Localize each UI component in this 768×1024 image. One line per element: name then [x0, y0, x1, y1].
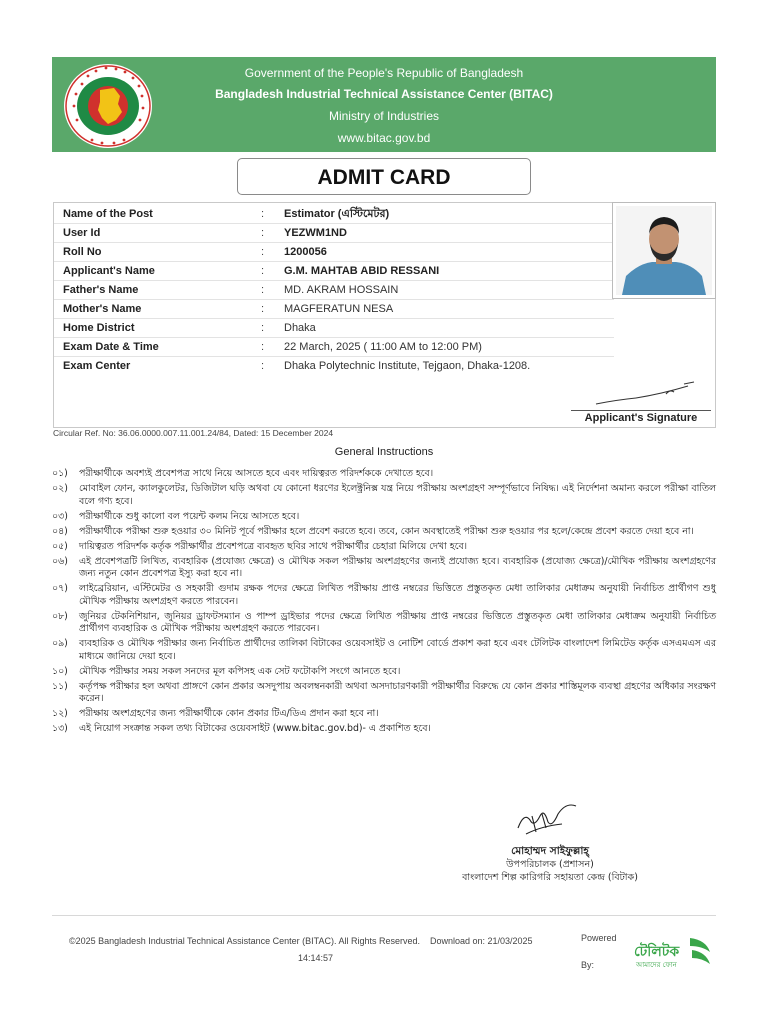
item-text: জুনিয়র টেকনিশিয়ান, জুনিয়র ড্রাফটসম্যান ও পাম্প ড্রাইভার পদের ক্ষেত্রে লিখিত পরীক্ষায় প্রাপ্ত নম্বরের ভিত্তিতে প্রস্তুতকৃত মেধা তালিকার মেধাক্রম অনুযায়ী নির্বাচিত প্রার্থীগণ ব্যবহারিক ও মৌখিক পরীক্ষায় অংশগ্রহণ করতে পারবেন।: [79, 610, 716, 634]
info-label: Home District: [63, 322, 135, 334]
item-text: মৌখিক পরীক্ষার সময় সকল সনদের মূল কপিসহ এক সেট ফটোকপি সংগে আনতে হবে।: [79, 665, 401, 677]
list-item: [52, 638, 716, 663]
officer-organization: বাংলাদেশ শিল্প কারিগরি সহায়তা কেন্দ্র (বিটাক): [462, 872, 638, 883]
instructions-list: [52, 468, 716, 738]
info-value: Dhaka Polytechnic Institute, Tejgaon, Dhaka-1208.: [284, 360, 531, 372]
info-label: Exam Date & Time: [63, 341, 159, 353]
info-row-roll-no: [54, 243, 614, 262]
info-value: 1200056: [284, 246, 327, 258]
info-value: MD. AKRAM HOSSAIN: [284, 284, 399, 296]
item-text: এই প্রবেশপত্রটি লিখিত, ব্যবহারিক (প্রযোজ্য ক্ষেত্রে) ও মৌখিক সকল পরীক্ষায় অংশগ্রহণের জন্যই প্রযোজ্য হবে। ব্যবহারিক (প্রযোজ্য ক্ষেত্রে)/মৌখিক পরীক্ষায় অংশগ্রহণের জন্য নতুন কোন প্রবেশপত্র ইস্যু করা হবে না।: [79, 555, 716, 579]
item-number: ০৫): [52, 540, 68, 552]
info-value: Estimator (এস্টিমেটর): [284, 208, 390, 220]
info-colon: :: [261, 246, 265, 258]
list-item: [52, 511, 716, 524]
footer-divider: [52, 915, 716, 916]
list-item: [52, 681, 716, 706]
teletalk-logo-tagline: আমাদের ফোন: [636, 961, 677, 969]
item-number: ০২): [52, 483, 68, 494]
info-row-exam-center: [54, 357, 614, 376]
info-value: Dhaka: [284, 322, 316, 334]
info-value: 22 March, 2025 ( 11:00 AM to 12:00 PM): [284, 341, 482, 353]
info-colon: :: [261, 341, 265, 353]
info-label: Exam Center: [63, 360, 131, 372]
officer-signature-image: [512, 798, 582, 838]
info-label: Roll No: [63, 246, 102, 258]
item-number: ০৪): [52, 525, 68, 537]
footer-powered: Powered: [581, 933, 617, 943]
info-row-post: [54, 205, 614, 224]
info-label: User Id: [63, 227, 101, 239]
item-text: পরীক্ষার্থীকে শুধু কালো বল পয়েন্ট কলম নিয়ে আসতে হবে।: [79, 510, 300, 522]
item-text: পরীক্ষার্থীকে অবশ্যই প্রবেশপত্র সাথে নিয়ে আসতে হবে এবং দায়িত্বরত পরিদর্শককে দেখাতে হবে।: [79, 468, 434, 479]
info-row-applicant-name: [54, 262, 614, 281]
item-number: ১১): [52, 680, 68, 692]
item-number: ০৯): [52, 638, 68, 649]
info-row-mother-name: [54, 300, 614, 319]
list-item: [52, 468, 716, 481]
list-item: [52, 556, 716, 581]
info-value: MAGFERATUN NESA: [284, 303, 394, 315]
info-row-user-id: [54, 224, 614, 243]
officer-name: মোহাম্মদ সাইফুল্লাহ্: [511, 845, 589, 857]
header-website[interactable]: www.bitac.gov.bd: [337, 131, 431, 145]
list-item: [52, 723, 716, 736]
item-text: কর্তৃপক্ষ পরীক্ষার হল অথবা প্রাঙ্গণে কোন প্রকার অসদুপায় অবলম্বনকারী অথবা অসদাচারণকারী পরীক্ষার্থীর বিরুদ্ধে যে কোন প্রকার শাস্তিমূলক ব্যবস্থা গ্রহণের অধিকার সংরক্ষণ করেন।: [79, 680, 716, 704]
list-item: [52, 526, 716, 539]
footer-copyright: ©2025 Bangladesh Industrial Technical Assistance Center (BITAC). All Rights Reserved. Download on: 21/03/2025: [69, 936, 533, 946]
header-government: Government of the People's Republic of Bangladesh: [244, 66, 524, 80]
header-organization: Bangladesh Industrial Technical Assistance Center (BITAC): [215, 87, 553, 101]
item-number: ১৩): [52, 723, 68, 734]
item-text: ব্যবহারিক ও মৌখিক পরীক্ষার জন্য নির্বাচিত প্রার্থীদের তালিকা বিটাকের ওয়েবসাইট ও নোটিশ বোর্ডে প্রকাশ করা হবে এবং টেলিটক বাংলাদেশ লিমিটেড কর্তৃক এসএমএস এর মাধ্যমে জানিয়ে দেয়া হবে।: [79, 638, 716, 662]
footer-by: By:: [581, 960, 595, 970]
item-text: পরীক্ষায় অংশগ্রহণের জন্য পরীক্ষার্থীকে কোন প্রকার টিএ/ডিএ প্রদান করা হবে না।: [79, 708, 379, 719]
general-instructions-title: General Instructions: [334, 446, 434, 458]
circular-reference: Circular Ref. No: 36.06.0000.007.11.001.24/84, Dated: 15 December 2024: [53, 428, 334, 438]
admit-card-title: ADMIT CARD: [237, 158, 531, 195]
item-number: ০৩): [52, 510, 68, 522]
item-text: এই নিয়োগ সংক্রান্ত সকল তথ্য বিটাকের ওয়েবসাইট (www.bitac.gov.bd)- এ প্রকাশিত হবে।: [79, 723, 431, 734]
info-colon: :: [261, 303, 265, 315]
item-number: ০৬): [52, 555, 68, 567]
list-item: [52, 483, 716, 508]
info-value: G.M. MAHTAB ABID RESSANI: [284, 265, 440, 277]
footer-download-time: 14:14:57: [298, 953, 334, 963]
item-number: ০৮): [52, 610, 68, 622]
item-text: দায়িত্বরত পরিদর্শক কর্তৃক পরীক্ষার্থীর প্রবেশপত্রে ব্যবহৃত ছবির সাথে পরীক্ষার্থীর চেহারা মিলিয়ে দেখা হবে।: [79, 540, 468, 552]
officer-designation: উপপরিচালক (প্রশাসন): [506, 859, 594, 870]
info-label: Father's Name: [63, 284, 139, 296]
item-number: ১০): [52, 665, 68, 677]
header-ministry: Ministry of Industries: [328, 109, 440, 123]
list-item: [52, 611, 716, 636]
info-label: Mother's Name: [63, 303, 142, 315]
item-number: ০৭): [52, 583, 68, 594]
info-colon: :: [261, 265, 265, 277]
info-colon: :: [261, 227, 265, 239]
info-label: Applicant's Name: [63, 265, 155, 277]
info-row-father-name: [54, 281, 614, 300]
signature-line: [571, 410, 711, 411]
info-colon: :: [261, 322, 265, 334]
info-colon: :: [261, 360, 265, 372]
info-row-home-district: [54, 319, 614, 338]
teletalk-logo[interactable]: [606, 932, 716, 972]
info-colon: :: [261, 284, 265, 296]
teletalk-logo-text: টেলিটক: [634, 944, 680, 960]
info-row-exam-date: [54, 338, 614, 357]
list-item: [52, 541, 716, 554]
info-colon: :: [261, 208, 265, 220]
applicant-photo: [612, 202, 716, 299]
item-number: ১২): [52, 708, 68, 719]
item-number: ০১): [52, 468, 68, 479]
item-text: লাইব্রেরিয়ান, এস্টিমেটর ও সহকারী গুদাম রক্ষক পদের ক্ষেত্রে লিখিত পরীক্ষায় প্রাপ্ত নম্বরের ভিত্তিতে প্রস্তুতকৃত মেধা তালিকার মেধাক্রম অনুযায়ী নির্বাচিত প্রার্থীগণ শুধু মৌখিক পরীক্ষায় অংশগ্রহণ করতে পারবেন।: [79, 583, 716, 607]
item-text: মোবাইল ফোন, ক্যালকুলেটর, ডিজিটাল ঘড়ি অথবা যে কোনো ধরণের ইলেক্ট্রনিক্স যন্ত্র নিয়ে পরীক্ষায় অংশগ্রহণ সম্পূর্ণভাবে নিষিদ্ধ। এই নির্দেশনা অমান্য করলে পরীক্ষা বাতিল বলে গণ্য হবে।: [79, 483, 716, 507]
government-seal-icon: [62, 62, 154, 150]
info-label: Name of the Post: [63, 208, 153, 220]
list-item: [52, 708, 716, 721]
applicant-signature-image: [566, 372, 708, 412]
applicant-signature-label: Applicant's Signature: [584, 412, 698, 424]
list-item: [52, 666, 716, 679]
item-text: পরীক্ষার্থীকে পরীক্ষা শুরু হওয়ার ৩০ মিনিট পূর্বে পরীক্ষার হলে প্রবেশ করতে হবে। তবে, কোন অবস্থাতেই পরীক্ষা শুরু হওয়ার পর হলে/কেন্দ্রে প্রবেশ করতে দেয়া হবে না।: [79, 525, 694, 537]
list-item: [52, 583, 716, 608]
info-value: YEZWM1ND: [284, 227, 347, 239]
